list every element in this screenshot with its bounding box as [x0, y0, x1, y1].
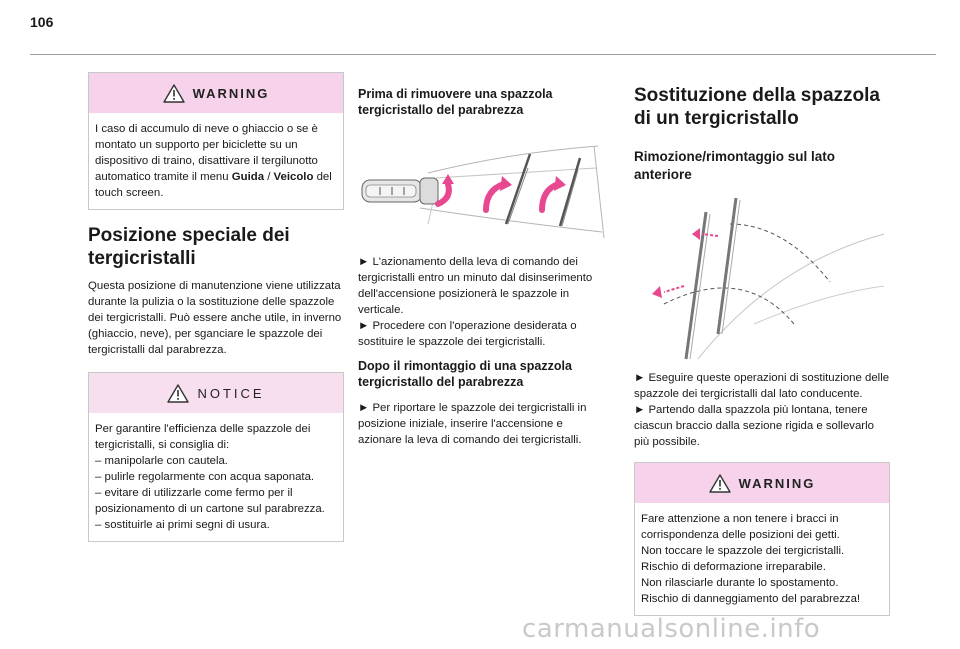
wiper-lever-illustration — [358, 128, 606, 240]
heading-after-refit: Dopo il rimontaggio di una spazzola tergicristallo del parabrezza — [358, 359, 572, 389]
warning-body — [89, 113, 343, 209]
warning-2-body — [635, 503, 889, 615]
page-number: 106 — [30, 14, 54, 30]
notice-box — [88, 372, 344, 542]
subheading-front-side: Rimozione/rimontaggio sul lato anteriore — [634, 149, 836, 182]
notice-item: – manipolarle con cautela. — [95, 455, 228, 467]
warning-triangle-icon — [163, 84, 185, 103]
bullet-item: ► L'azionamento della leva di comando dei tergicristalli entro un minuto dal disinserimento dell'accensione posizionerà le spazzole in verticale. — [358, 256, 593, 316]
warning-2-line: Rischio di danneggiamento del parabrezza! — [641, 593, 861, 605]
bullet-item: ► Partendo dalla spazzola più lontana, tenere ciascun braccio dalla sezione rigida e sollevarlo più possibile. — [634, 404, 874, 448]
warning-text-end: del touch screen. — [95, 171, 332, 199]
heading-before-removal: Prima di rimuovere una spazzola tergicristallo del parabrezza — [358, 87, 553, 117]
bullets-replacement — [634, 370, 890, 450]
notice-triangle-icon — [167, 384, 189, 403]
wiper-removal-illustration — [634, 194, 890, 362]
notice-title: NOTICE — [197, 385, 265, 401]
warning-2-line: Fare attenzione a non tenere i bracci in corrispondenza delle posizioni dei getti. — [641, 513, 840, 541]
special-position-paragraph: Questa posizione di manutenzione viene utilizzata durante la pulizia o la sostituzione delle spazzole dei tergicristalli. Può essere anche utile, in inverno (ghiaccio, neve), per sganciare le spazzole dei tergicristalli dal parabrezza. — [88, 280, 342, 356]
warning-2-line: Rischio di deformazione irreparabile. — [641, 561, 826, 573]
menu-separator: / — [264, 171, 274, 183]
column-left — [88, 72, 344, 542]
warning-box-2 — [634, 462, 890, 616]
section-heading-replacement: Sostituzione della spazzola di un tergicristallo — [634, 85, 880, 129]
top-divider — [30, 54, 936, 55]
section-heading-special-position: Posizione speciale dei tergicristalli — [88, 225, 290, 269]
warning-text-start: I caso di accumulo di neve o ghiaccio o se è montato un supporto per biciclette su un dispositivo di traino, disattivare il tergilunotto automatico tramite il menu — [95, 123, 318, 183]
warning-box-header — [89, 73, 343, 113]
warning-box — [88, 72, 344, 210]
notice-intro: Per garantire l'efficienza delle spazzole dei tergicristalli, si consiglia di: — [95, 423, 311, 451]
warning-text — [95, 121, 337, 201]
bullets-after-refit — [358, 400, 606, 448]
warning-triangle-icon — [709, 474, 731, 493]
watermark: carmanualsonline.info — [522, 614, 821, 644]
bullet-item: ► Eseguire queste operazioni di sostituzione delle spazzole dei tergicristalli dal lato conducente. — [634, 372, 890, 400]
notice-item: – evitare di utilizzarle come fermo per il posizionamento di un cartone sul parabrezza. — [95, 487, 325, 515]
warning-2-line: Non toccare le spazzole dei tergicristalli. — [641, 545, 845, 557]
notice-box-header — [89, 373, 343, 413]
warning-2-line: Non rilasciarle durante lo spostamento. — [641, 577, 839, 589]
column-right — [634, 84, 890, 616]
bullet-item: ► Per riportare le spazzole dei tergicristalli in posizione iniziale, inserire l'accensione e azionare la leva di comando dei tergicristalli. — [358, 402, 587, 446]
menu-guida-label: Guida — [231, 171, 265, 183]
notice-body — [89, 413, 343, 541]
lever-stalk — [362, 178, 438, 204]
warning-2-title: WARNING — [738, 475, 816, 491]
bullet-item: ► Procedere con l'operazione desiderata o sostituire le spazzole dei tergicristalli. — [358, 320, 577, 348]
notice-item: – sostituirle ai primi segni di usura. — [95, 519, 270, 531]
warning-title: WARNING — [192, 85, 270, 101]
bullets-before-removal — [358, 254, 606, 350]
notice-item: – pulirle regolarmente con acqua saponata. — [95, 471, 315, 483]
column-middle — [358, 86, 606, 448]
menu-veicolo-label: Veicolo — [273, 171, 314, 183]
warning-box-2-header — [635, 463, 889, 503]
